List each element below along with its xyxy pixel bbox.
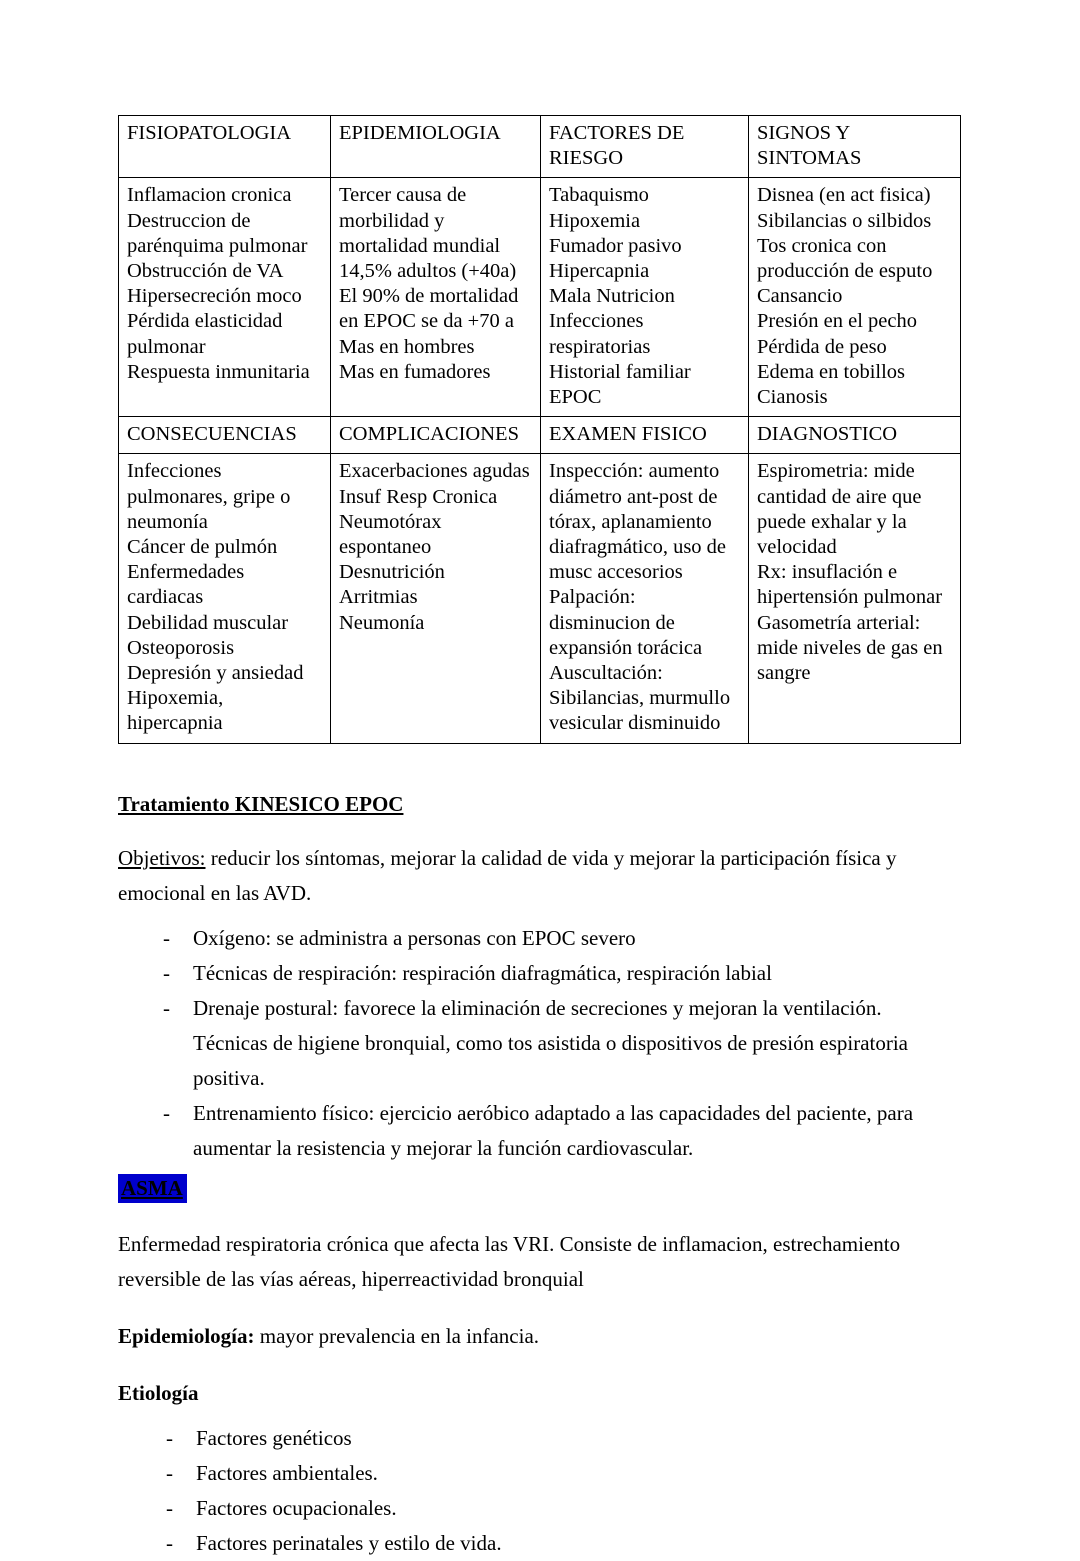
table-header-cell: FISIOPATOLOGIA bbox=[119, 116, 331, 178]
cell-line: Mas en fumadores bbox=[339, 360, 491, 383]
table-header-cell: FACTORES DE RIESGO bbox=[541, 116, 749, 178]
cell-line-list bbox=[339, 459, 533, 635]
asma-section bbox=[118, 1174, 960, 1561]
table-cell bbox=[331, 178, 541, 417]
treatment-heading: Tratamiento KINESICO EPOC bbox=[118, 791, 404, 816]
cell-line: Presión en el pecho bbox=[757, 310, 917, 333]
cell-line: Neumotórax espontaneo bbox=[339, 510, 442, 559]
table-header-cell: CONSECUENCIAS bbox=[119, 417, 331, 454]
epoc-summary-table bbox=[118, 115, 961, 744]
list-item: - Drenaje postural: favorece la eliminación de secreciones y mejoran la ventilación. Técnicas de higiene bronquial, como tos asistida o dispositivos de presión espiratoria positiva. bbox=[118, 991, 960, 1096]
cell-line: Destruccion de parénquima pulmonar bbox=[127, 209, 308, 257]
cell-line-list bbox=[549, 183, 741, 410]
cell-line: Enfermedades cardiacas bbox=[127, 561, 245, 609]
etiology-item-list bbox=[118, 1421, 960, 1561]
epidemiology-text: mayor prevalencia en la infancia. bbox=[254, 1323, 540, 1348]
cell-line-list bbox=[127, 459, 323, 736]
cell-line: Auscultación: Sibilancias, murmullo vesicular disminuido bbox=[549, 662, 731, 735]
cell-line: Osteoporosis bbox=[127, 636, 235, 659]
cell-line: Hipoxemia bbox=[549, 209, 641, 232]
cell-line: Rx: insuflación e hipertensión pulmonar bbox=[757, 561, 943, 609]
cell-line: Pérdida elasticidad pulmonar bbox=[127, 310, 283, 358]
list-item: - Factores ambientales. bbox=[118, 1456, 960, 1491]
cell-line: Mala Nutricion bbox=[549, 285, 675, 308]
cell-line: Tos cronica con producción de esputo bbox=[757, 234, 933, 283]
cell-line: Hipercapnia bbox=[549, 260, 650, 283]
epidemiology-label: Epidemiología: bbox=[118, 1323, 255, 1348]
table-header-row bbox=[119, 417, 961, 454]
cell-line: Espirometria: mide cantidad de aire que puede exhalar y la velocidad bbox=[757, 460, 922, 559]
table-cell bbox=[119, 454, 331, 743]
cell-line-list bbox=[757, 459, 953, 686]
cell-line: Arritmias bbox=[339, 586, 418, 609]
table-cell bbox=[749, 178, 961, 417]
cell-line-list bbox=[757, 183, 953, 410]
table-header-cell: COMPLICACIONES bbox=[331, 417, 541, 454]
cell-line: Infecciones pulmonares, gripe o neumonía bbox=[127, 460, 291, 533]
asma-title-row bbox=[118, 1174, 960, 1203]
table-row bbox=[119, 454, 961, 743]
treatment-item-list bbox=[118, 921, 960, 1166]
cell-line: Obstrucción de VA bbox=[127, 260, 284, 283]
cell-line: Hipoxemia, hipercapnia bbox=[127, 687, 224, 735]
cell-line: Neumonía bbox=[339, 611, 425, 634]
table-cell bbox=[749, 454, 961, 743]
cell-line: Gasometría arterial: mide niveles de gas en sangre bbox=[757, 611, 943, 685]
cell-line: 14,5% adultos (+40a) bbox=[339, 260, 517, 283]
list-item: - Factores genéticos bbox=[118, 1421, 960, 1456]
table-header-cell: DIAGNOSTICO bbox=[749, 417, 961, 454]
objectives-paragraph bbox=[118, 841, 960, 911]
cell-line: Pérdida de peso bbox=[757, 335, 887, 358]
table-header-cell: EPIDEMIOLOGIA bbox=[331, 116, 541, 178]
list-item: - Oxígeno: se administra a personas con EPOC severo bbox=[118, 921, 960, 956]
cell-line: Debilidad muscular bbox=[127, 611, 289, 634]
cell-line: Disnea (en act fisica) bbox=[757, 184, 931, 207]
cell-line: Exacerbaciones agudas bbox=[339, 460, 530, 483]
cell-line: Respuesta inmunitaria bbox=[127, 360, 310, 383]
etiology-heading bbox=[118, 1376, 960, 1411]
cell-line: Cansancio bbox=[757, 285, 843, 308]
table-cell bbox=[541, 178, 749, 417]
cell-line-list bbox=[127, 183, 323, 385]
cell-line: Sibilancias o silbidos bbox=[757, 209, 932, 232]
cell-line-list bbox=[339, 183, 533, 385]
cell-line-list bbox=[549, 459, 741, 736]
cell-line: Edema en tobillos bbox=[757, 360, 906, 383]
cell-line: Desnutrición bbox=[339, 561, 445, 584]
list-item: - Factores ocupacionales. bbox=[118, 1491, 960, 1526]
asma-title-highlight: ASMA bbox=[118, 1174, 187, 1203]
cell-line: Palpación: disminucion de expansión torácica bbox=[549, 586, 703, 659]
table-cell bbox=[119, 178, 331, 417]
table-cell bbox=[541, 454, 749, 743]
etiology-label: Etiología bbox=[118, 1380, 199, 1405]
objectives-text: reducir los síntomas, mejorar la calidad de vida y mejorar la participación física y emocional en las AVD. bbox=[118, 845, 897, 905]
cell-line: Fumador pasivo bbox=[549, 234, 682, 257]
cell-line: Inspección: aumento diámetro ant-post de tórax, aplanamiento diafragmático, uso de musc accesorios bbox=[549, 460, 727, 584]
table-row bbox=[119, 178, 961, 417]
treatment-section bbox=[118, 744, 960, 1166]
table-cell bbox=[331, 454, 541, 743]
cell-line: Insuf Resp Cronica bbox=[339, 485, 498, 508]
table-header-row bbox=[119, 116, 961, 178]
table-header-cell: SIGNOS Y SINTOMAS bbox=[749, 116, 961, 178]
cell-line: Mas en hombres bbox=[339, 335, 475, 358]
list-item: - Factores perinatales y estilo de vida. bbox=[118, 1526, 960, 1561]
cell-line: Cáncer de pulmón bbox=[127, 536, 278, 559]
cell-line: Infecciones respiratorias bbox=[549, 310, 651, 358]
cell-line: Inflamacion cronica bbox=[127, 184, 292, 207]
cell-line: Depresión y ansiedad bbox=[127, 662, 304, 685]
asma-definition: Enfermedad respiratoria crónica que afecta las VRI. Consiste de inflamacion, estrechamiento reversible de las vías aéreas, hiperreactividad bronquial bbox=[118, 1231, 901, 1291]
objectives-label: Objetivos: bbox=[118, 845, 206, 870]
cell-line: El 90% de mortalidad en EPOC se da +70 a bbox=[339, 285, 519, 333]
list-item: - Entrenamiento físico: ejercicio aeróbico adaptado a las capacidades del paciente, para aumentar la resistencia y mejorar la función cardiovascular. bbox=[118, 1096, 960, 1166]
table-header-cell: EXAMEN FISICO bbox=[541, 417, 749, 454]
cell-line: Tercer causa de morbilidad y mortalidad mundial bbox=[339, 184, 501, 257]
cell-line: Tabaquismo bbox=[549, 184, 649, 207]
cell-line: Historial familiar EPOC bbox=[549, 360, 691, 409]
page-content bbox=[118, 115, 960, 1561]
cell-line: Cianosis bbox=[757, 386, 828, 409]
cell-line: Hipersecreción moco bbox=[127, 285, 302, 308]
asma-epidemiology bbox=[118, 1319, 960, 1354]
list-item: - Técnicas de respiración: respiración diafragmática, respiración labial bbox=[118, 956, 960, 991]
